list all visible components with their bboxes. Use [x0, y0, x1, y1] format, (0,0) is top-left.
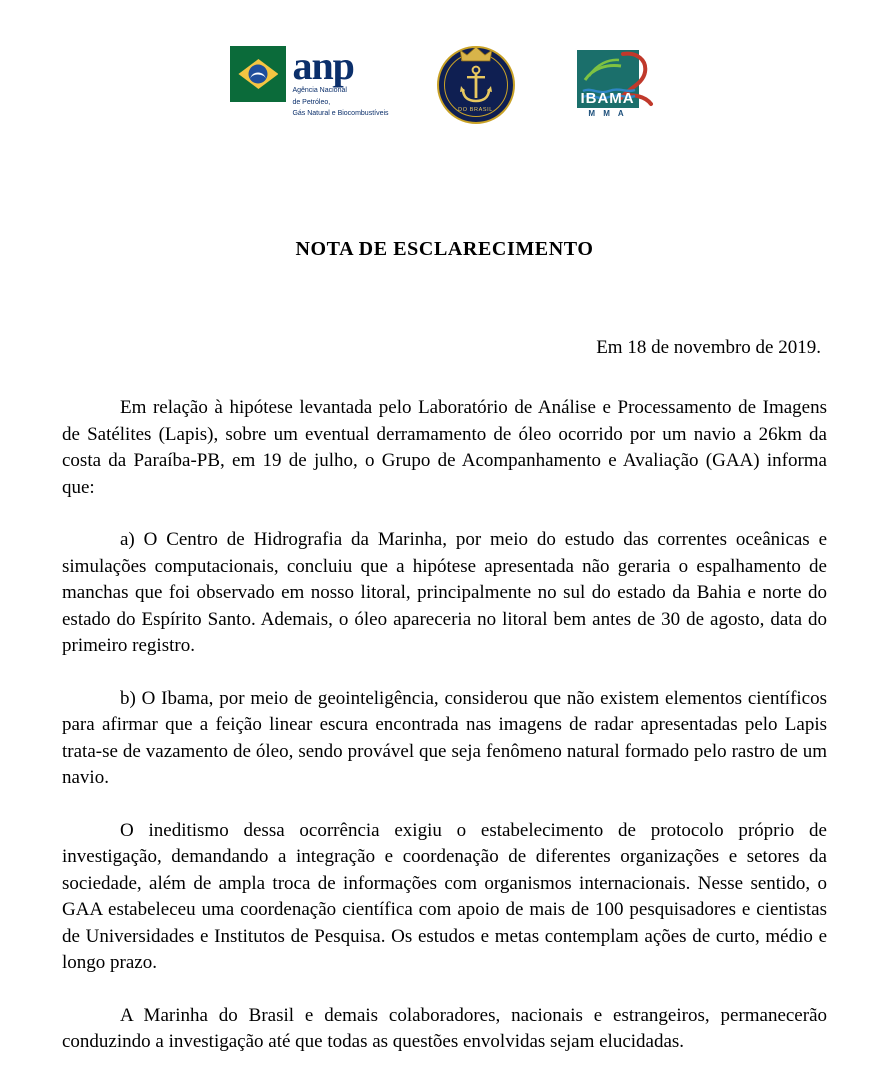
- paragraph-closing: A Marinha do Brasil e demais colaboradores, nacionais e estrangeiros, permanecerão conduzindo a investigação até que todas as questões envolvidas sejam elucidadas.: [62, 1004, 827, 1052]
- anp-globe-shape: [249, 65, 268, 84]
- crown-icon: [459, 46, 493, 62]
- ibama-logo: [563, 46, 659, 126]
- marinha-do-brasil-seal: [437, 46, 515, 124]
- seal-text-bottom: DO BRASIL: [458, 107, 493, 113]
- ibama-subtitle: M M A: [588, 109, 627, 118]
- anchor-icon: [459, 65, 493, 105]
- paragraph-intro: Em relação à hipótese levantada pelo Laboratório de Análise e Processamento de Imagens de Satélites (Lapis), sobre um eventual derramamento de óleo ocorrido por um navio a 26km da costa da Paraíba-PB, em 19 de julho, o Grupo de Acompanhamento e Avaliação (GAA) informa que:: [62, 397, 827, 498]
- paragraph-item-a: a) O Centro de Hidrografia da Marinha, por meio do estudo das correntes oceânicas e simulações computacionais, concluiu que a hipótese apresentada não geraria o espalhamento de manchas que foi observado em nosso litoral, principalmente no sul do estado da Bahia e norte do estado do Espírito Santo. Ademais, o óleo apareceria no litoral bem antes de 30 de agosto, data do primeiro registro.: [62, 529, 827, 656]
- anp-logo: [230, 43, 389, 119]
- anp-subtitle-line-3: Gás Natural e Biocombustíveis: [292, 110, 389, 117]
- paragraph-item-b: b) O Ibama, por meio de geointeligência, considerou que não existem elementos científicos para afirmar que a feição linear escura encontrada nas imagens de radar apresentadas pelo Lapis trata-se de vazamento de óleo, sendo provável que seja fenômeno natural formado pelo rastro de um navio.: [62, 687, 827, 788]
- page-title: NOTA DE ESCLARECIMENTO: [295, 238, 594, 260]
- ibama-word: IBAMA: [580, 90, 635, 107]
- anp-flag-icon: [230, 46, 286, 102]
- anp-subtitle-line-1: Agência Nacional: [292, 87, 347, 94]
- anp-subtitle-line-2: de Petróleo,: [292, 98, 331, 106]
- paragraph-protocol: O ineditismo dessa ocorrência exigiu o estabelecimento de protocolo próprio de investigação, demandando a integração e coordenação de diferentes organizações e setores da sociedade, além de ampla troca de informações com organismos internacionais. Nesse sentido, o GAA estabeleceu uma coordenação científica com apoio de mais de 100 pesquisadores e cientistas de Universidades e Institutos de Pesquisa. Os estudos e metas contemplam ações de curto, médio e longo prazo.: [62, 819, 827, 973]
- logo-header: [62, 0, 827, 142]
- anp-word: anp: [292, 43, 354, 88]
- anp-wordmark: [292, 43, 389, 119]
- document-date: Em 18 de novembro de 2019.: [596, 337, 821, 358]
